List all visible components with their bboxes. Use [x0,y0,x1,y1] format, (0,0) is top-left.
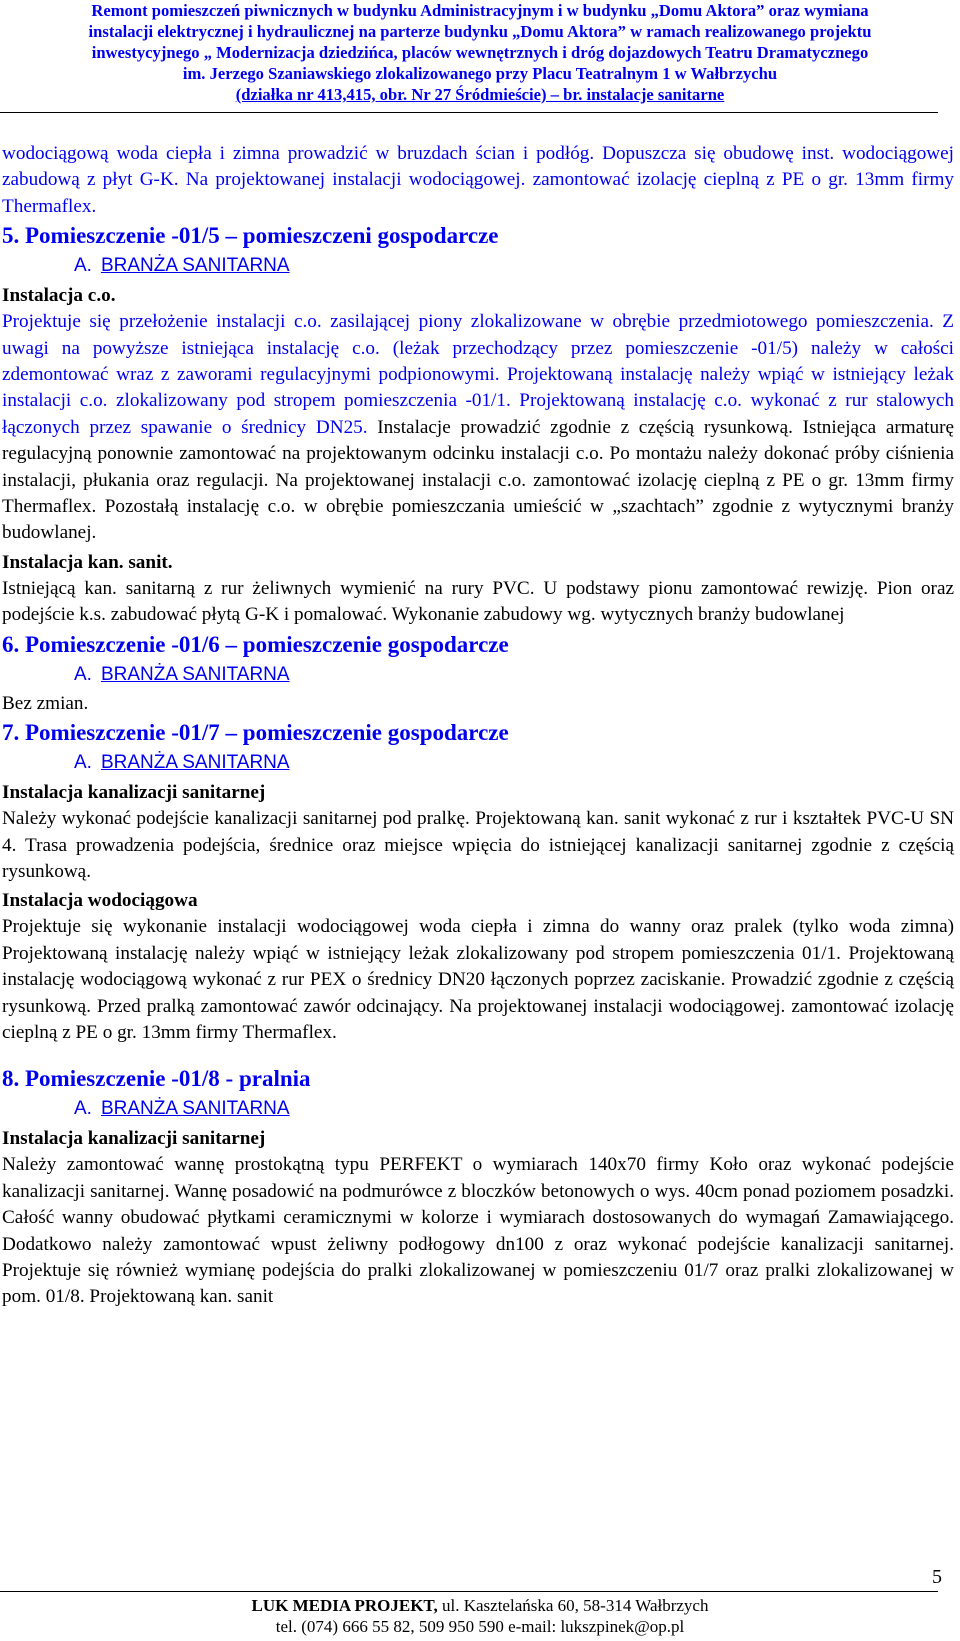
header-divider [0,112,938,113]
header-line-3: inwestycyjnego „ Modernizacja dziedzińca, placów wewnętrznych i dróg dojazdowych Teatru Dramatycznego [91,43,869,62]
document-body [2,141,954,1311]
section-7-paragraph-kan: Należy wykonać podejście kanalizacji sanitarnej pod pralkę. Projektowaną kan. sanit wykonać z rur i kształtek PVC-U SN 4. Trasa prowadzenia podejścia, średnice oraz miejsce wpięcia do istniejącej kanalizacji sanitarnej zgodnie z częścią rysunkową. [2,808,954,882]
footer-address: ul. Kasztelańska 60, 58-314 Wałbrzych [437,1596,709,1615]
header-line-1: Remont pomieszczeń piwnicznych w budynku Administracyjnym i w budynku „Domu Aktora” oraz wymiana [91,1,869,20]
section-5-paragraph-co-text: Instalacje prowadzić zgodnie z częścią rysunkową. Istniejąca armaturę regulacyjną ponownie zamontować na projektowanym odcinku instalacji c.o. Po montażu należy dokonać próby ciśnienia instalacji, płukania oraz regulacji. Na projektowanej instalacji c.o. zamontować izolację cieplną z PE o gr. 13mm firmy Thermaflex. Pozostałą instalację c.o. w obrębie pomieszczania umieścić w „szachtach” zgodnie z wytycznymi branży budowlanej. [2,416,954,544]
intro-line-3: wodociągowej. zamontować izolację cieplną z PE o gr. 13mm firmy Thermaflex. [2,169,954,217]
section-7-heading: 7. Pomieszczenie -01/7 – pomieszczenie gospodarcze [2,720,509,746]
branza-label: BRANŻA SANITARNA [100,663,290,685]
section-5-subheading-kan: Instalacja kan. sanit. [2,551,173,573]
branza-label: BRANŻA SANITARNA [100,1098,290,1120]
branza-letter: A. [74,255,92,277]
header-line-2: instalacji elektrycznej i hydraulicznej na parterze budynku „Domu Aktora” w ramach realizowanego projektu [88,22,872,41]
section-8-branza [74,1095,954,1123]
header-line-5: (działka nr 413,415, obr. Nr 27 Śródmieście) – br. instalacje sanitarne [235,85,725,104]
branza-letter: A. [74,1098,92,1120]
section-6-branza [74,661,954,689]
branza-label: BRANŻA SANITARNA [100,752,290,774]
section-7-branza [74,749,954,777]
section-8-paragraph-kan: Należy zamontować wannę prostokątną typu PERFEKT o wymiarach 140x70 firmy Koło oraz wykonać podejście kanalizacji sanitarnej. Wannę posadowić na podmurówce z bloczków betonowych o wys. 40cm ponad poziomem posadzki. Całość wanny obudować płytkami ceramicznymi w kolorze i wymiarach dostosowanych do wymagań Zamawiającego. Dodatkowo należy zamontować wpust żeliwny podłogowy dn100 z oraz wykonać podejście kanalizacji sanitarnej. Projektuje się również wymianę podejścia do pralki zlokalizowanej w pomieszczeniu 01/7 oraz pralki zlokalizowanej w pom. 01/8. Projektowaną kan. sanit [2,1154,954,1308]
section-5-paragraph-co-highlight: Projektuje się przełożenie instalacji c.o. zasilającej piony zlokalizowane w obrębie przedmiotowego pomieszczenia. Z uwagi na powyższe istniejąca instalację c.o. (leżak przechodzący przez pomieszczenie -01/5) należy w całości zdemontować wraz z zaworami regulacyjnymi podpionowymi. Projektowaną instalację należy wpiąć w istniejący leżak instalacji c.o. zlokalizowany pod stropem pomieszczenia -01/1. Projektowaną instalację c.o. wykonać z rur stalowych łączonych przez spawanie o średnicy DN25. [2,311,954,438]
branza-letter: A. [74,663,92,685]
footer-company: LUK MEDIA PROJEKT, [251,1596,438,1615]
footer-divider [0,1591,938,1592]
section-6-heading: 6. Pomieszczenie -01/6 – pomieszczenie gospodarcze [2,631,509,657]
footer-contact: tel. (074) 666 55 82, 509 950 590 e-mail: lukszpinek@op.pl [275,1617,685,1636]
section-7-paragraph-wod: Projektuje się wykonanie instalacji wodociągowej woda ciepła i zimna do wanny oraz pralek (tylko woda zimna) Projektowaną instalację należy wpiąć w istniejący leżak zlokalizowany pod stropem pomieszczenia 01/1. Projektowaną instalację wodociągową wykonać z rur PEX o średnicy DN20 łączonych poprzez zaciskanie. Prowadzić zgodnie z częścią rysunkową. Przed pralką zamontować zawór odcinający. Na projektowanej instalacji wodociągowej. zamontować izolację cieplną z PE o gr. 13mm firmy Thermaflex. [2,916,954,1043]
section-8-subheading-kan: Instalacja kanalizacji sanitarnej [2,1128,266,1150]
section-8-heading: 8. Pomieszczenie -01/8 - pralnia [2,1066,311,1092]
header-line-4: im. Jerzego Szaniawskiego zlokalizowanego przy Placu Teatralnym 1 w Wałbrzychu [182,64,778,83]
section-5-paragraph-kan: Istniejącą kan. sanitarną z rur żeliwnych wymienić na rury PVC. U podstawy pionu zamontować rewizję. Pion oraz podejście k.s. zabudować płytą G-K i pomalować. Wykonanie zabudowy wg. wytycznych branży budowlanej [2,577,954,626]
section-7-subheading-wod: Instalacja wodociągowa [2,890,198,912]
branza-letter: A. [74,752,92,774]
section-5-paragraph-co [2,309,954,547]
document-footer [0,1595,960,1637]
branza-label: BRANŻA SANITARNA [100,255,290,277]
section-5-heading: 5. Pomieszczenie -01/5 – pomieszczeni gospodarcze [2,223,499,249]
document-header [0,0,960,105]
section-7-subheading-kan: Instalacja kanalizacji sanitarnej [2,782,266,804]
footer-line-1 [0,1595,960,1616]
intro-line-1: wodociągową woda ciepła i zimna prowadzić w bruzdach ścian i podłóg. Dopuszcza się [2,143,716,164]
page-number: 5 [932,1566,942,1588]
section-5-subheading-co: Instalacja c.o. [2,285,116,307]
section-6-text: Bez zmian. [2,692,89,714]
intro-paragraph [2,141,954,220]
intro-line-2: obudowę inst. wodociągowej zabudową z płyt G-K. Na projektowanej instalacji [2,143,954,191]
section-5-branza [74,252,954,280]
